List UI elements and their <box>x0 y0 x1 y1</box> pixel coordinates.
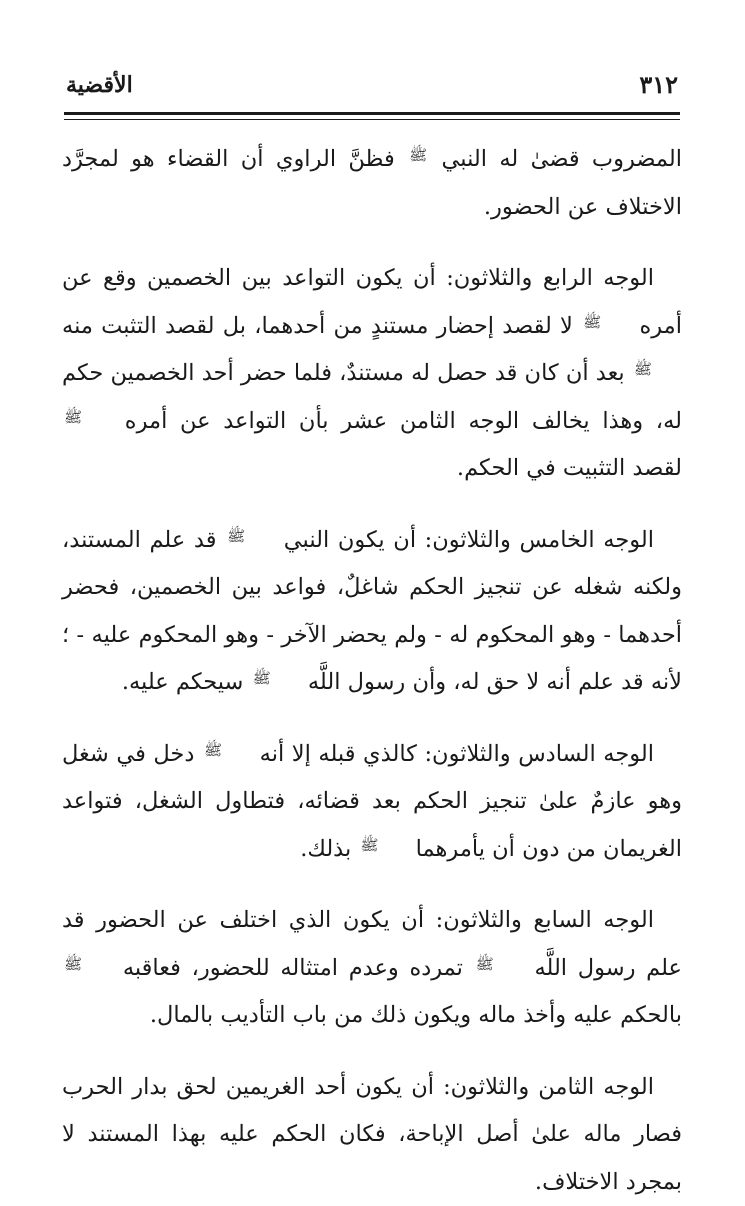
paragraph-aspect-38 <box>62 1064 682 1206</box>
header-rule-thin <box>64 119 680 120</box>
text-segment: الوجه السادس والثلاثون: كالذي قبله إلا أنه <box>252 741 654 767</box>
salutation-honorific: ﷺ <box>632 362 682 377</box>
body-text <box>62 136 682 1206</box>
text-segment: الوجه الخامس والثلاثون: أن يكون النبي <box>275 527 654 553</box>
text-segment: سيحكم عليه. <box>122 669 251 695</box>
text-segment: بعد أن كان قد حصل له مستندٌ، فلما حضر أحد الخصمين حكم له، وهذا يخالف الوجه الثامن عشر بأن التواعد عن أمره <box>62 360 682 434</box>
text-segment: الوجه الرابع والثلاثون: أن يكون التواعد بين الخصمين وقع عن أمره <box>62 265 682 339</box>
paragraph-aspect-37 <box>62 897 682 1040</box>
running-title: الأقضية <box>66 70 133 100</box>
salutation-honorific: ﷺ <box>62 410 112 425</box>
paragraph-aspect-34 <box>62 255 682 493</box>
paragraph-aspect-36 <box>62 731 682 874</box>
header-rule-thick <box>64 112 680 115</box>
salutation-honorific: ﷺ <box>62 957 112 972</box>
text-segment: دخل في شغل وهو عازمٌ علىٰ تنجيز الحكم بعد قضائه، فتطاول الشغل، فتواعد الغريمان من دون أن يأمرهما <box>62 741 682 862</box>
text-segment: لقصد التثبيت في الحكم. <box>457 455 682 481</box>
text-segment: بذلك. <box>300 836 358 862</box>
text-segment: الوجه السابع والثلاثون: أن يكون الذي اختلف عن الحضور قد علم رسول اللَّه <box>62 907 682 981</box>
text-segment: لا لقصد إحضار مستندٍ من أحدهما، بل لقصد التثبت منه <box>62 313 581 339</box>
page-header <box>66 70 678 100</box>
text-segment: تمرده وعدم امتثاله للحضور، فعاقبه <box>112 955 474 981</box>
salutation-honorific: ﷺ <box>474 957 524 972</box>
salutation-honorific: ﷺ <box>225 529 275 544</box>
text-segment: بالحكم عليه وأخذ ماله ويكون ذلك من باب التأديب بالمال. <box>150 1002 682 1028</box>
salutation-honorific: ﷺ <box>358 838 408 853</box>
page-number: ٣١٢ <box>639 70 678 100</box>
text-segment: الوجه الثامن والثلاثون: أن يكون أحد الغريمين لحق بدار الحرب فصار ماله علىٰ أصل الإباحة، فكان الحكم عليه بهذا المستند لا بمجرد الاختلاف. <box>62 1074 682 1195</box>
paragraph-aspect-35 <box>62 517 682 707</box>
text-segment: المضروب قضىٰ له النبي <box>429 146 682 172</box>
salutation-honorific: ﷺ <box>251 671 301 686</box>
text-segment: فظنَّ الراوي أن القضاء هو لمجرَّد الاختلاف عن الحضور. <box>62 146 682 220</box>
salutation-honorific: ﷺ <box>202 743 252 758</box>
paragraph-continuation <box>62 136 682 231</box>
text-segment: قد علم المستند، ولكنه شغله عن تنجيز الحكم شاغلٌ، فواعد بين الخصمين، فحضر أحدهما - وهو المحكوم له - ولم يحضر الآخر - وهو المحكوم عليه - ؛ لأنه قد علم أنه لا حق له، وأن رسول اللَّه <box>62 527 682 696</box>
salutation-honorific: ﷺ <box>407 148 429 163</box>
salutation-honorific: ﷺ <box>581 315 631 330</box>
